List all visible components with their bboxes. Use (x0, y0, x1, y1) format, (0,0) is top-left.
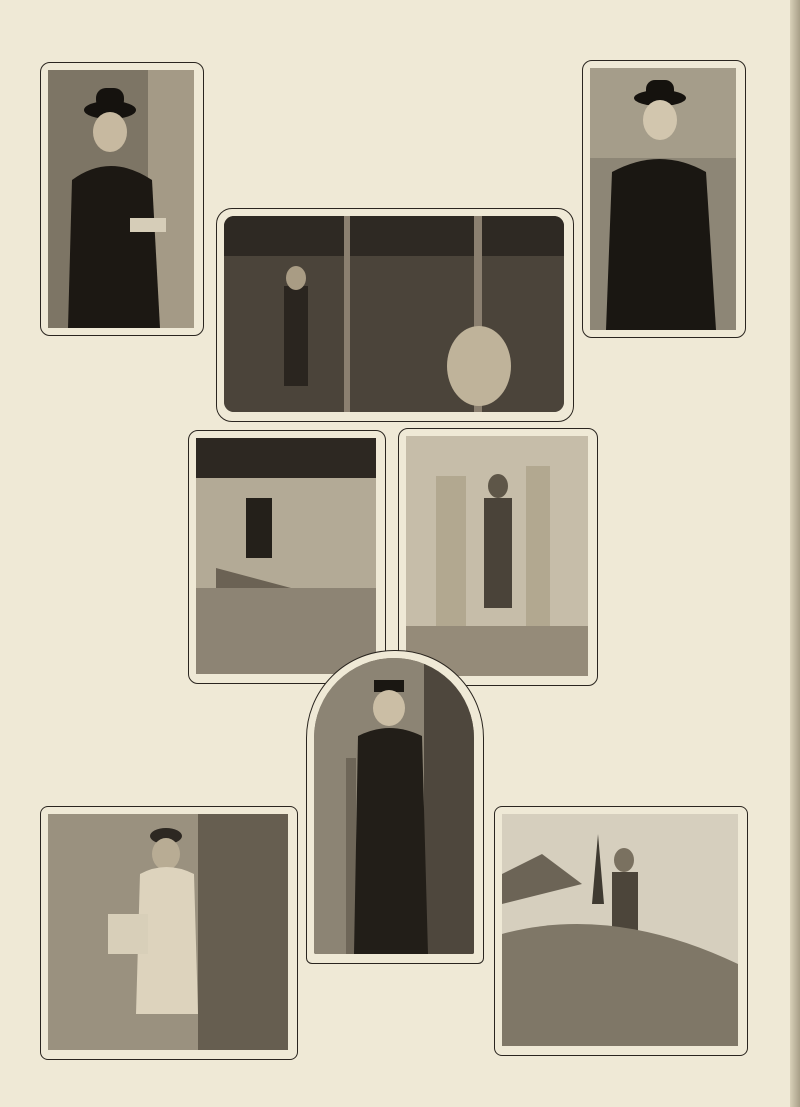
photo-ackerman (314, 658, 474, 954)
intro-paragraph (232, 137, 557, 139)
sailor-figure (590, 68, 736, 330)
photo-fowlkes (406, 436, 588, 676)
photo-michael-orourke (590, 68, 736, 330)
page-edge (790, 0, 800, 1107)
man-in-bowler-figure (48, 70, 194, 328)
cupola-figure (196, 438, 376, 674)
photo-powell (48, 814, 288, 1050)
train-announcer-figure (314, 658, 474, 954)
ranger-on-rocks-figure (502, 814, 738, 1046)
sea-fence-figure (406, 436, 588, 676)
photo-calvin-mining-plant (224, 216, 564, 412)
prospector-figure (48, 814, 288, 1050)
photo-miles-murphy (48, 70, 194, 328)
photo-jones-cupola (196, 438, 376, 674)
mine-interior-figure (224, 216, 564, 412)
photo-ranger (502, 814, 738, 1046)
running-header (26, 30, 46, 44)
